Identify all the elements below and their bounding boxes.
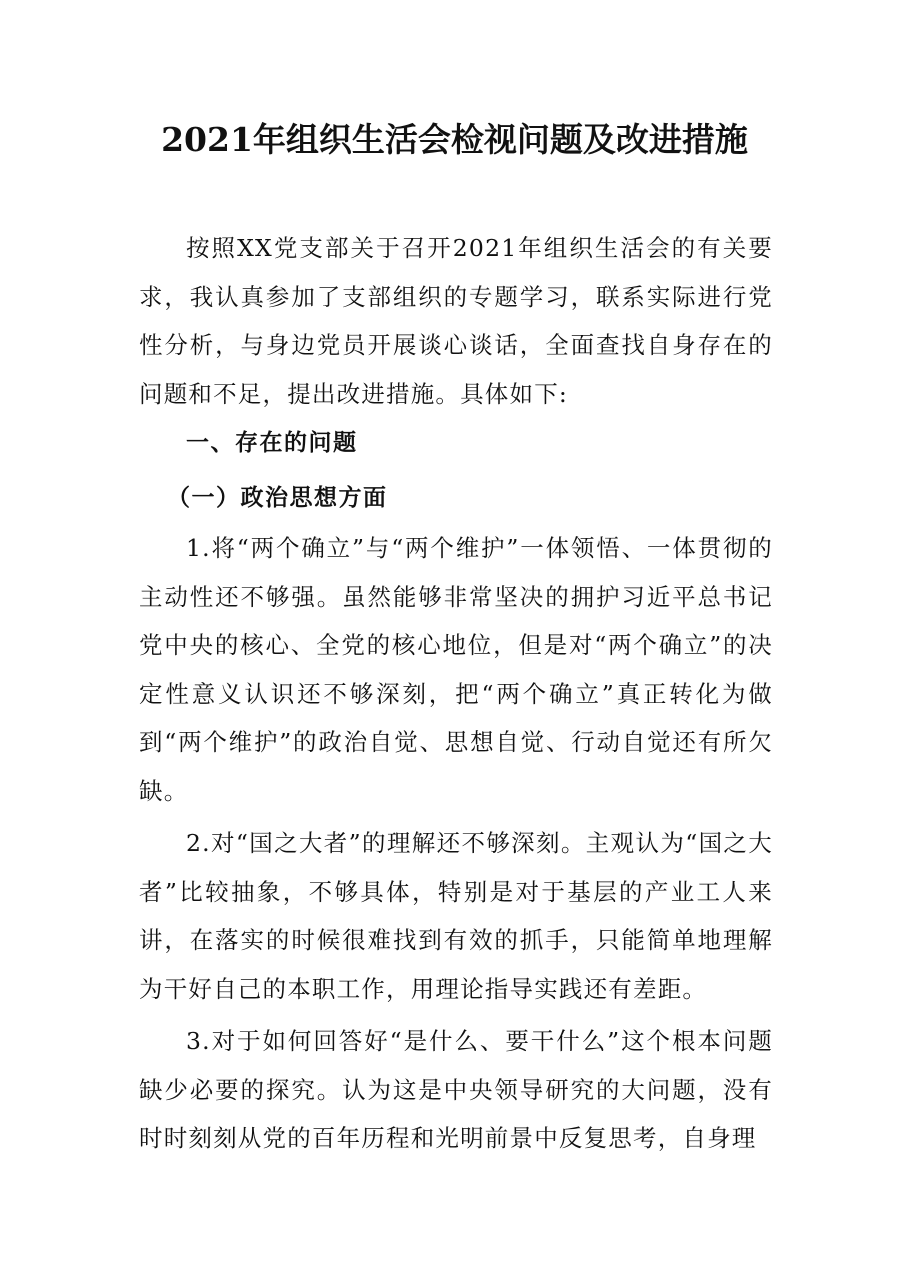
section-heading: 一、存在的问题 (186, 429, 358, 456)
document-title: 2021年组织生活会检视问题及改进措施 (161, 120, 748, 159)
intro-paragraph: 按照XX党支部关于召开2021年组织生活会的有关要求，我认真参加了支部组织的专题学习，联系实际进行党性分析，与身边党员开展谈心谈话，全面查找自身存在的问题和不足，提出改进措施。具体如下: (139, 234, 773, 408)
list-item: 1.将“两个确立”与“两个维护”一体领悟、一体贯彻的主动性还不够强。虽然能够非常坚决的拥护习近平总书记党中央的核心、全党的核心地位，但是对“两个确立”的决定性意义认识还不够深刻，把“两个确立”真正转化为做到“两个维护”的政治自觉、思想自觉、行动自觉还有所欠缺。 (139, 534, 773, 805)
subsection-heading: （一）政治思想方面 (167, 484, 388, 511)
document-body (139, 224, 773, 1163)
list-item: 3.对于如何回答好“是什么、要干什么”这个根本问题缺少必要的探究。认为这是中央领导研究的大问题，没有时时刻刻从党的百年历程和光明前景中反复思考，自身理 (139, 1027, 773, 1152)
list-item: 2.对“国之大者”的理解还不够深刻。主观认为“国之大者”比较抽象，不够具体，特别是对于基层的产业工人来讲，在落实的时候很难找到有效的抓手，只能简单地理解为干好自己的本职工作，用理论指导实践还有差距。 (139, 829, 773, 1003)
